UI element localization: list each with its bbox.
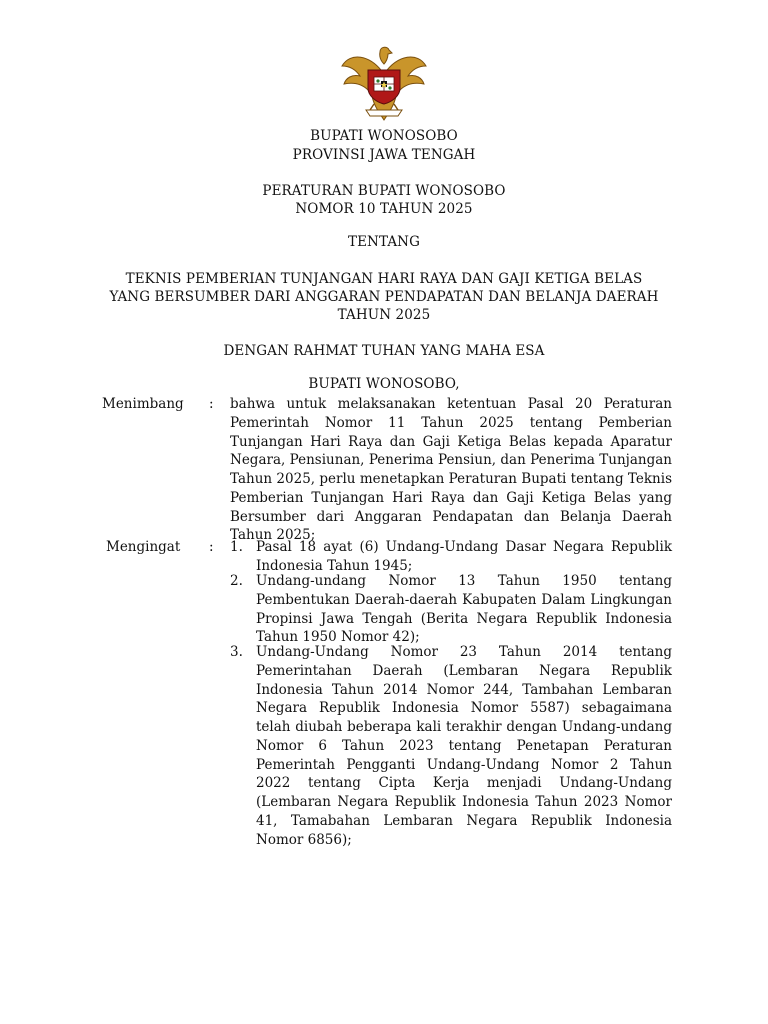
header-line1: BUPATI WONOSOBO — [310, 128, 458, 144]
subject-line1: TEKNIS PEMBERIAN TUNJANGAN HARI RAYA DAN GAJI KETIGA BELAS — [125, 271, 643, 287]
mengingat-item-text: Undang-undang Nomor 13 Tahun 1950 tentang Pembentukan Daerah-daerah Kabupaten Dalam Lingkungan Propinsi Jawa Tengah (Berita Negara Republik Indonesia Tahun 1950 Nomor 42); — [256, 573, 672, 646]
regulation-number: NOMOR 10 TAHUN 2025 — [295, 201, 473, 217]
mengingat-item-text: Undang-Undang Nomor 23 Tahun 2014 tentang Pemerintahan Daerah (Lembaran Negara Republik Indonesia Tahun 2014 Nomor 244, Tambahan Lembaran Negara Republik Indonesia Nomor 5587) sebagaimana telah diubah beberapa kali terakhir dengan Undang-undang Nomor 6 Tahun 2023 tentang Penetapan Peraturan Pemerintah Pengganti Undang-Undang Nomor 2 Tahun 2022 tentang Cipta Kerja menjadi Undang-Undang (Lembaran Negara Republik Indonesia Tahun 2023 Nomor 41, Tamabahan Lembaran Negara Republik Indonesia Nomor 6856); — [256, 644, 672, 848]
subject-line2: YANG BERSUMBER DARI ANGGARAN PENDAPATAN DAN BELANJA DAERAH — [109, 289, 659, 305]
menimbang-label: Menimbang — [102, 396, 184, 412]
mengingat-colon: : — [209, 539, 214, 555]
tentang-heading: TENTANG — [348, 234, 420, 250]
bupati-line: BUPATI WONOSOBO, — [308, 376, 460, 392]
mengingat-item-number: 1. — [230, 539, 243, 555]
regulation-title: PERATURAN BUPATI WONOSOBO — [262, 183, 506, 199]
menimbang-colon: : — [209, 396, 214, 412]
mengingat-label: Mengingat — [106, 539, 181, 555]
mengingat-item-text: Pasal 18 ayat (6) Undang-Undang Dasar Negara Republik Indonesia Tahun 1945; — [256, 539, 672, 574]
mengingat-item-number: 3. — [230, 644, 243, 660]
menimbang-text: bahwa untuk melaksanakan ketentuan Pasal 20 Peraturan Pemerintah Nomor 11 Tahun 2025 tentang Pemberian Tunjangan Hari Raya dan Gaji Ketiga Belas kepada Aparatur Negara, Pensiunan, Penerima Pensiun, dan Penerima Tunjangan Tahun 2025, perlu menetapkan Peraturan Bupati tentang Teknis Pemberian Tunjangan Hari Raya dan Gaji Ketiga Belas yang Bersumber dari Anggaran Pendapatan dan Belanja Daerah Tahun 2025; — [230, 396, 672, 544]
subject-line3: TAHUN 2025 — [337, 307, 431, 323]
blessing-line: DENGAN RAHMAT TUHAN YANG MAHA ESA — [223, 343, 545, 359]
mengingat-item-number: 2. — [230, 573, 243, 589]
header-line2: PROVINSI JAWA TENGAH — [292, 147, 476, 163]
garuda-emblem-icon — [336, 44, 432, 124]
